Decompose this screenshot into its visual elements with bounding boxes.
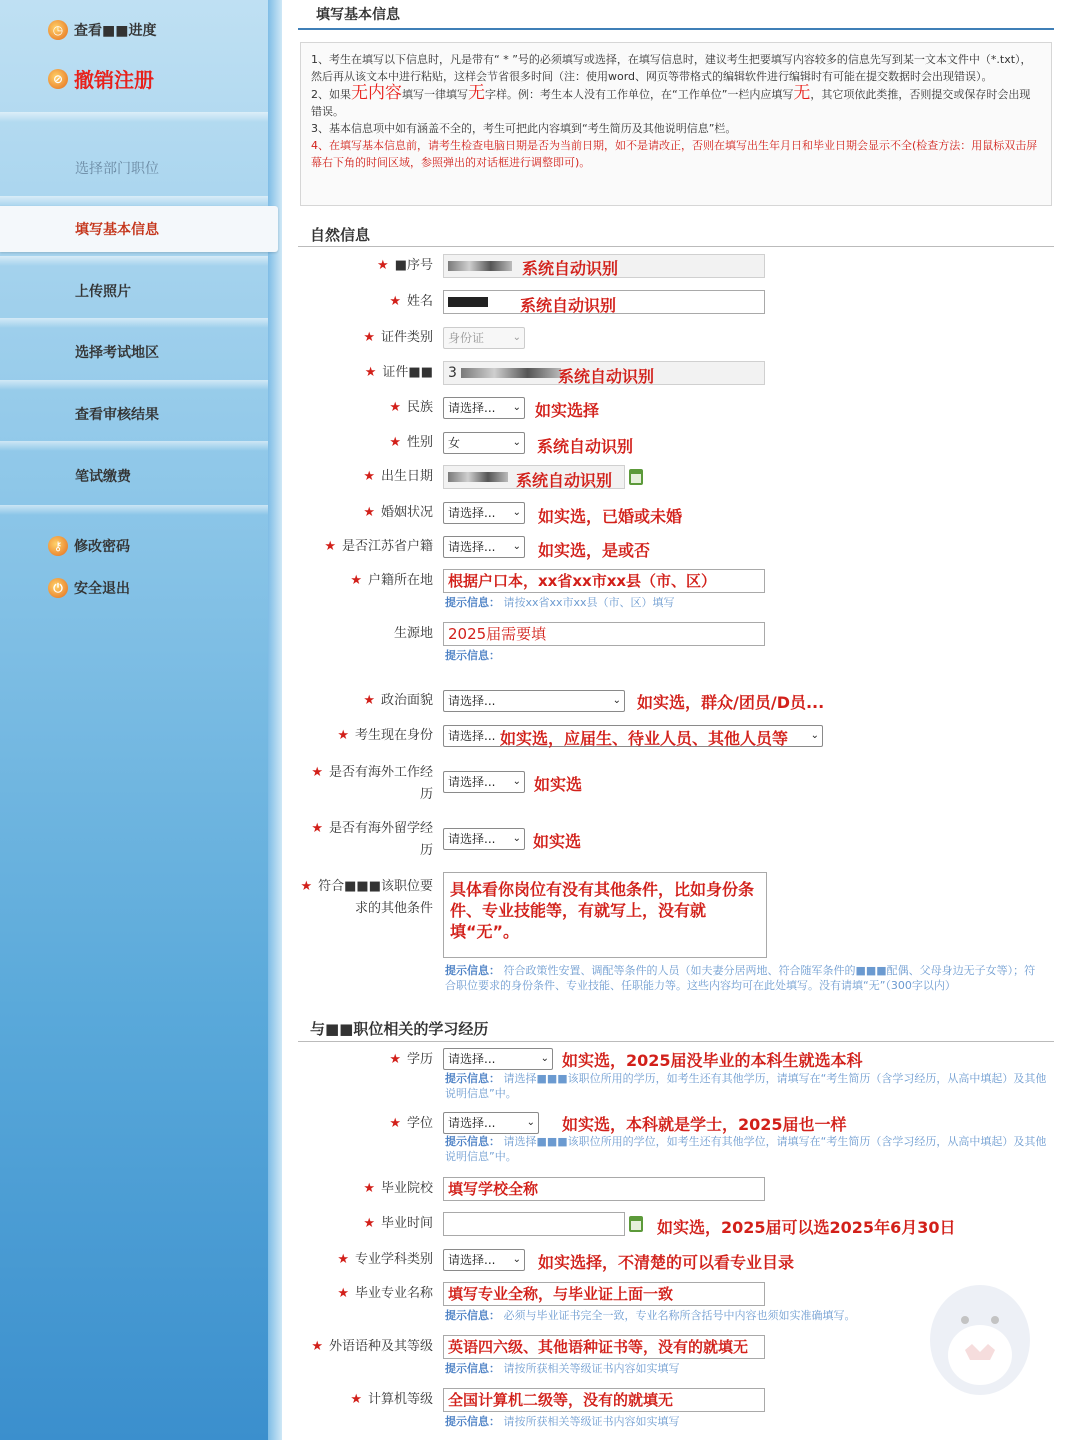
redacted — [448, 261, 512, 271]
redacted — [448, 472, 508, 482]
sidebar-item-label: 修改密码 — [74, 539, 130, 555]
label-jiangsu: ★ 是否江苏省户籍 — [324, 539, 433, 554]
label-abroad-work: ★ 是否有海外工作经 历 — [311, 765, 433, 802]
sidebar-item-select-position[interactable]: 选择部门职位 — [75, 161, 159, 177]
hukou-field[interactable]: 根据户口本，xx省xx市xx县（市、区） — [443, 569, 765, 593]
chevron-down-icon: ⌄ — [612, 695, 621, 706]
label-marital: ★ 婚姻状况 — [363, 505, 433, 520]
politics-select[interactable]: 请选择... ⌄ — [443, 690, 625, 712]
hint-hukou: 提示信息： 请按xx省xx市xx县（市、区）填写 — [445, 596, 675, 609]
notice-item-3: 3、基本信息项中如有涵盖不全的，考生可把此内容填到“考生简历及其他说明信息”栏。 — [311, 122, 737, 135]
chevron-down-icon: ⌄ — [512, 402, 521, 413]
annotation-abroad-work: 如实选 — [534, 775, 583, 794]
computer-field[interactable]: 全国计算机二级等，没有的就填无 — [443, 1388, 765, 1412]
chevron-down-icon: ⌄ — [810, 730, 819, 741]
label-edu: ★ 学历 — [389, 1052, 433, 1067]
ethnic-select[interactable]: 请选择... ⌄ — [443, 397, 525, 419]
chevron-down-icon: ⌄ — [540, 1053, 549, 1064]
divider — [0, 441, 268, 451]
sidebar-item-logout[interactable] — [48, 578, 130, 598]
sidebar-item-label: 撤销注册 — [74, 68, 154, 92]
sidebar-item-withdraw[interactable] — [48, 64, 154, 93]
gradtime-field[interactable] — [443, 1212, 625, 1236]
annotation-jiangsu: 如实选，是或否 — [538, 541, 651, 560]
title-underline — [298, 28, 1054, 30]
notice-item-1: 1、考生在填写以下信息时，凡是带有“ * ”号的必须填写或选择，在填写信息时，建议考生把要填写内容较多的信息先写到某一文本文件中（*.txt），然后再从该文本中进行粘贴，这样会节省很多时间（注：使用word、网页等带格式的编辑软件进行编辑时有可能在提交数据时会出现错误）。 — [311, 53, 1032, 83]
sidebar-item-label: 查看■■进度 — [74, 23, 157, 39]
label-seq: ★ ■序号 — [377, 258, 433, 273]
sidebar-item-label: 安全退出 — [74, 581, 130, 597]
redacted — [461, 368, 561, 378]
annotation-name: 系统自动识别 — [520, 296, 617, 315]
label-computer: ★ 计算机等级 — [350, 1392, 433, 1407]
calendar-icon[interactable] — [629, 1216, 643, 1232]
hint-origin: 提示信息： — [445, 649, 500, 662]
sidebar-item-basic-info[interactable]: 填写基本信息 — [0, 206, 278, 252]
sidebar-item-upload-photo[interactable]: 上传照片 — [75, 284, 131, 300]
hint-degree: 提示信息： 请选择■■■该职位所用的学位，如考生还有其他学位，请填写在“考生简历（含学习经历，从高中填起）及其他说明信息”中。 — [445, 1135, 1047, 1163]
sidebar-item-exam-region[interactable]: 选择考试地区 — [75, 345, 159, 361]
label-major: ★ 毕业专业名称 — [337, 1286, 433, 1301]
abroad-study-select[interactable]: 请选择... ⌄ — [443, 828, 525, 850]
school-field[interactable]: 填写学校全称 — [443, 1177, 765, 1201]
sidebar-item-review-result[interactable]: 查看审核结果 — [75, 407, 159, 423]
divider — [0, 256, 268, 266]
chevron-down-icon: ⌄ — [512, 833, 521, 844]
divider — [0, 196, 268, 206]
section-heading-study: 与■■职位相关的学习经历 — [310, 1020, 489, 1038]
section-divider — [298, 246, 1054, 247]
annotation-identity: 如实选，应届生、待业人员、其他人员等 — [500, 729, 789, 748]
hint-other: 提示信息： 符合政策性安置、调配等条件的人员（如夫妻分居两地、符合随军条件的■■■配偶、父母身边无子女等）；符合职位要求的身份条件、专业技能、任职能力等。这些内容均可在此处填写。没有请填“无”（300字以内） — [445, 964, 1036, 992]
label-gradtime: ★ 毕业时间 — [363, 1216, 433, 1231]
annotation-gradtime: 如实选，2025届可以选2025年6月30日 — [657, 1218, 956, 1237]
calendar-icon[interactable] — [629, 469, 643, 485]
gender-select[interactable]: 女 ⌄ — [443, 432, 525, 454]
notice-box — [300, 42, 1052, 206]
hint-computer: 提示信息： 请按所获相关等级证书内容如实填写 — [445, 1415, 680, 1428]
annotation-edu: 如实选，2025届没毕业的本科生就选本科 — [562, 1051, 863, 1070]
hint-edu: 提示信息： 请选择■■■该职位所用的学历，如考生还有其他学历，请填写在“考生简历（含学习经历，从高中填起）及其他说明信息”中。 — [445, 1072, 1047, 1100]
label-identity: ★ 考生现在身份 — [337, 728, 433, 743]
sidebar-item-progress[interactable] — [48, 20, 156, 40]
divider — [0, 112, 268, 122]
cancel-icon: ⊘ — [48, 69, 68, 89]
degree-select[interactable]: 请选择... ⌄ — [443, 1112, 539, 1134]
chevron-down-icon: ⌄ — [526, 1117, 535, 1128]
annotation-marital: 如实选，已婚或未婚 — [538, 507, 683, 526]
hint-lang: 提示信息： 请按所获相关等级证书内容如实填写 — [445, 1362, 680, 1375]
divider — [0, 505, 268, 515]
section-divider — [298, 1041, 1054, 1042]
annotation-degree: 如实选，本科就是学士，2025届也一样 — [562, 1115, 847, 1134]
chevron-down-icon: ⌄ — [512, 776, 521, 787]
label-idtype: ★ 证件类别 — [363, 330, 433, 345]
label-politics: ★ 政治面貌 — [363, 693, 433, 708]
label-lang: ★ 外语语种及其等级 — [311, 1339, 433, 1354]
abroad-work-select[interactable]: 请选择... ⌄ — [443, 771, 525, 793]
divider — [0, 318, 268, 328]
redacted — [448, 297, 488, 307]
label-birth: ★ 出生日期 — [363, 469, 433, 484]
edu-select[interactable]: 请选择... ⌄ — [443, 1048, 553, 1070]
label-hukou: ★ 户籍所在地 — [350, 573, 433, 588]
idno-field: 3 — [443, 361, 765, 385]
label-category: ★ 专业学科类别 — [337, 1252, 433, 1267]
notice-item-2: 2、如果无内容填写一律填写无字样。例：考生本人没有工作单位，在“工作单位”一栏内应填写无，其它项依此类推，否则提交或保存时会出现错误。 — [311, 83, 1031, 118]
jiangsu-select[interactable]: 请选择... ⌄ — [443, 536, 525, 558]
label-other: ★ 符合■■■该职位要 求的其他条件 — [300, 879, 433, 916]
chevron-down-icon: ⌄ — [512, 332, 521, 343]
language-field[interactable]: 英语四六级、其他语种证书等，没有的就填无 — [443, 1335, 765, 1359]
chevron-down-icon: ⌄ — [512, 541, 521, 552]
idtype-select[interactable]: 身份证 ⌄ — [443, 327, 525, 349]
key-icon: ⚷ — [48, 536, 68, 556]
other-conditions-textarea[interactable]: 具体看你岗位有没有其他条件，比如身份条件、专业技能等，有就写上，没有就填“无”。 — [443, 872, 767, 958]
section-heading-natural: 自然信息 — [310, 226, 371, 244]
notice-item-4: 4、在填写基本信息前，请考生检查电脑日期是否为当前日期，如不是请改正，否则在填写出生年月日和毕业日期会显示不全(检查方法：用鼠标双击屏幕右下角的时间区域，参照弹出的对话框进行调整即可)。 — [311, 139, 1038, 169]
identity-select[interactable]: 请选择... ⌄ — [443, 725, 823, 747]
sidebar-item-payment[interactable]: 笔试缴费 — [75, 469, 131, 485]
hint-major: 提示信息： 必须与毕业证书完全一致，专业名称所含括号中内容也须如实准确填写。 — [445, 1309, 856, 1322]
annotation-seq: 系统自动识别 — [522, 259, 619, 278]
chevron-down-icon: ⌄ — [512, 1254, 521, 1265]
label-degree: ★ 学位 — [389, 1116, 433, 1131]
label-school: ★ 毕业院校 — [363, 1181, 433, 1196]
label-ethnic: ★ 民族 — [389, 400, 433, 415]
clock-icon: ◷ — [48, 20, 68, 40]
origin-field[interactable]: 2025届需要填 — [443, 622, 765, 646]
annotation-politics: 如实选，群众/团员/D员... — [637, 693, 825, 712]
annotation-ethnic: 如实选择 — [535, 401, 600, 420]
annotation-birth: 系统自动识别 — [516, 471, 613, 490]
annotation-category: 如实选择，不清楚的可以看专业目录 — [538, 1253, 795, 1272]
page-title: 填写基本信息 — [316, 7, 400, 23]
chevron-down-icon: ⌄ — [512, 437, 521, 448]
label-origin: 生源地 — [393, 626, 433, 641]
exit-icon: ⏻ — [48, 578, 68, 598]
category-select[interactable]: 请选择... ⌄ — [443, 1249, 525, 1271]
sidebar-item-change-password[interactable] — [48, 536, 130, 556]
annotation-idno: 系统自动识别 — [558, 367, 655, 386]
annotation-abroad-study: 如实选 — [533, 832, 582, 851]
sidebar — [0, 0, 268, 1440]
label-abroad-study: ★ 是否有海外留学经 历 — [311, 821, 433, 858]
label-name: ★ 姓名 — [389, 294, 433, 309]
marital-select[interactable]: 请选择... ⌄ — [443, 502, 525, 524]
label-gender: ★ 性别 — [389, 435, 433, 450]
annotation-gender: 系统自动识别 — [537, 437, 634, 456]
chevron-down-icon: ⌄ — [512, 507, 521, 518]
label-idno: ★ 证件■■ — [364, 365, 433, 380]
major-field[interactable]: 填写专业全称，与毕业证上面一致 — [443, 1282, 765, 1306]
mascot-watermark — [920, 1260, 1040, 1410]
divider — [0, 380, 268, 390]
